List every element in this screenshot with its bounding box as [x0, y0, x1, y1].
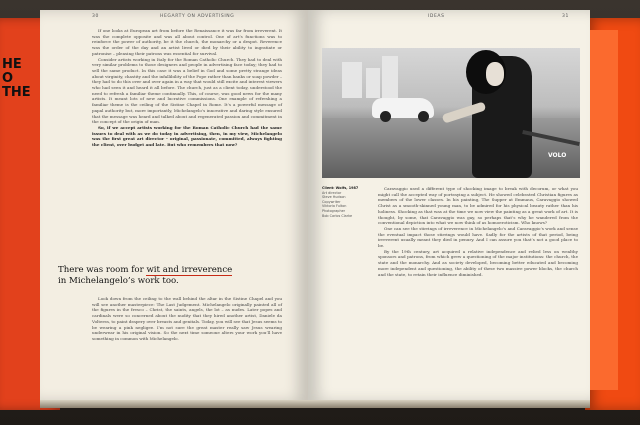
paragraph: So, if we accept artists working for the Roman Catholic Church had the same issues to deal with as we do today in advertising, then, in my view, Michelangelo was the first great art director – original, passionate, committed, always fighting the client, over budget and late. But who remembers that now? — [92, 124, 282, 148]
car-wheel — [418, 111, 429, 122]
left-body-text — [92, 28, 282, 148]
book-cover-right-inner — [590, 30, 618, 390]
right-running-head: IDEAS — [428, 14, 445, 19]
right-body-text — [378, 186, 578, 277]
paragraph: Look down from the ceiling to the wall behind the altar in the Sistine Chapel and you will see another masterpiece: The Last Judgement. Michelangelo originally painted all of the figures in the fresco – Christ, the saints, angels, the lot – as nudes. Later popes and cardinals were so concerned about the nudity that they hired another artist, Daniele da Volterra, to paint drapery over breasts and genitals. Today, you will see that Jesus seems to be wearing a pink negligee. I’m not sure the great master really saw Jesus wearing underwear in his original vision. So the next time someone alters your work you’ll have something in common with Michelangelo. — [92, 296, 282, 341]
paragraph: Consider artists working in Italy for the Roman Catholic Church. They had to deal with very similar problems to those designers and people in advertising face today; they had to sell the same product. In this case it was a belief in God and some pretty strange ideas about virginity, chastity and the infallibility of the Pope rather than banks or soap powder – they had to do this over and over again in a way that would still excite and interest viewers who had seen it and heard it all before. The church, just as a client today, understood the need to refresh a familiar theme continually. This, of course, was good news for the many artists. It meant lots of new and lucrative commissions. One example of refreshing a familiar theme is the ceiling of the Sistine Chapel in Rome. It’s a powerful message of papal authority but, more importantly, Michelangelo’s innovative and daring style ensured that the message was heard and talked about and regenerated passion and commitment in the concept of the origin of man. — [92, 56, 282, 125]
car-wheel — [380, 111, 391, 122]
caption-title: Client: Wolfs, 1987 — [322, 186, 359, 190]
paragraph: By the 19th century, art acquired a relative independence and relied less on wealthy sponsors and patrons, from which grew a questioning of the major institutions: the church, the state and the monarchy. And as society developed, becoming better educated and becoming more independent and questioning, the ability of these two massive power blocks, the church and the state, to retain their influence diminished. — [378, 248, 578, 277]
caption-line: Photographer — [322, 208, 346, 213]
building — [342, 62, 362, 98]
paragraph: Caravaggio used a different type of shocking image to break with decorum, or what you might call the accepted way of portraying a subject. He showed celebrated Christian figures as members of the lower classes. In his painting, The Supper at Emmaus, Caravaggio showed Christ as a smooth-skinned young man, to be admired for his physical beauty rather than his holiness. Shocking as that was at the time we now view the painting as a great work of art. It is thought, by some, that Caravaggio was gay, so perhaps that’s why he wandered from the conventional depiction into what we now think of as homoeroticism. Who knows? — [378, 186, 578, 226]
building — [382, 56, 398, 98]
paragraph: If one looks at European art from before the Renaissance it was far from irreverent. It was the complete opposite and was all about control. One of art’s functions was to reinforce the power of authority, be it the church, the monarchy or a despot. Reverence was the order of the day and an artist lived or died by their ability to ingratiate or patronise – pleasing their patrons was essential for survival. — [92, 28, 282, 56]
right-page — [308, 10, 590, 402]
woman-face — [486, 62, 504, 86]
left-body-text-2 — [92, 296, 282, 342]
caption-line: Bob Carlos Clarke — [322, 213, 353, 218]
caption-line: Viktoria Fulton — [322, 204, 347, 209]
left-page-number: 30 — [92, 14, 99, 19]
left-page — [40, 10, 308, 402]
left-running-head: HEGARTY ON ADVERTISING — [160, 14, 235, 19]
pull-quote — [58, 265, 258, 287]
pull-quote-text-2: in Michelangelo’s work too. — [58, 276, 179, 286]
page-edges — [40, 400, 590, 408]
photo-caption — [322, 186, 372, 218]
road — [322, 118, 580, 178]
caption-line: Art director — [322, 190, 342, 195]
ad-logo: VOLO — [548, 152, 567, 159]
caption-line: Steve Hudson — [322, 195, 346, 200]
ad-photograph — [322, 48, 580, 178]
building — [366, 68, 380, 98]
caption-line: Copywriter — [322, 199, 341, 204]
pull-quote-emphasis: wit and irreverence — [146, 265, 233, 275]
cover-title-fragment: HE O THE — [2, 57, 31, 100]
pull-quote-text: There was room for — [58, 265, 147, 275]
paragraph: One can see the stirrings of irreverence in Michelangelo’s and Caravaggio’s work and sense the eventual impact those stirrings would have. Sadly for the artists of that period, being irreverent usually meant they died in penury. And I can assure you that’s not a good place to be. — [378, 225, 578, 249]
right-page-number: 31 — [562, 14, 569, 19]
